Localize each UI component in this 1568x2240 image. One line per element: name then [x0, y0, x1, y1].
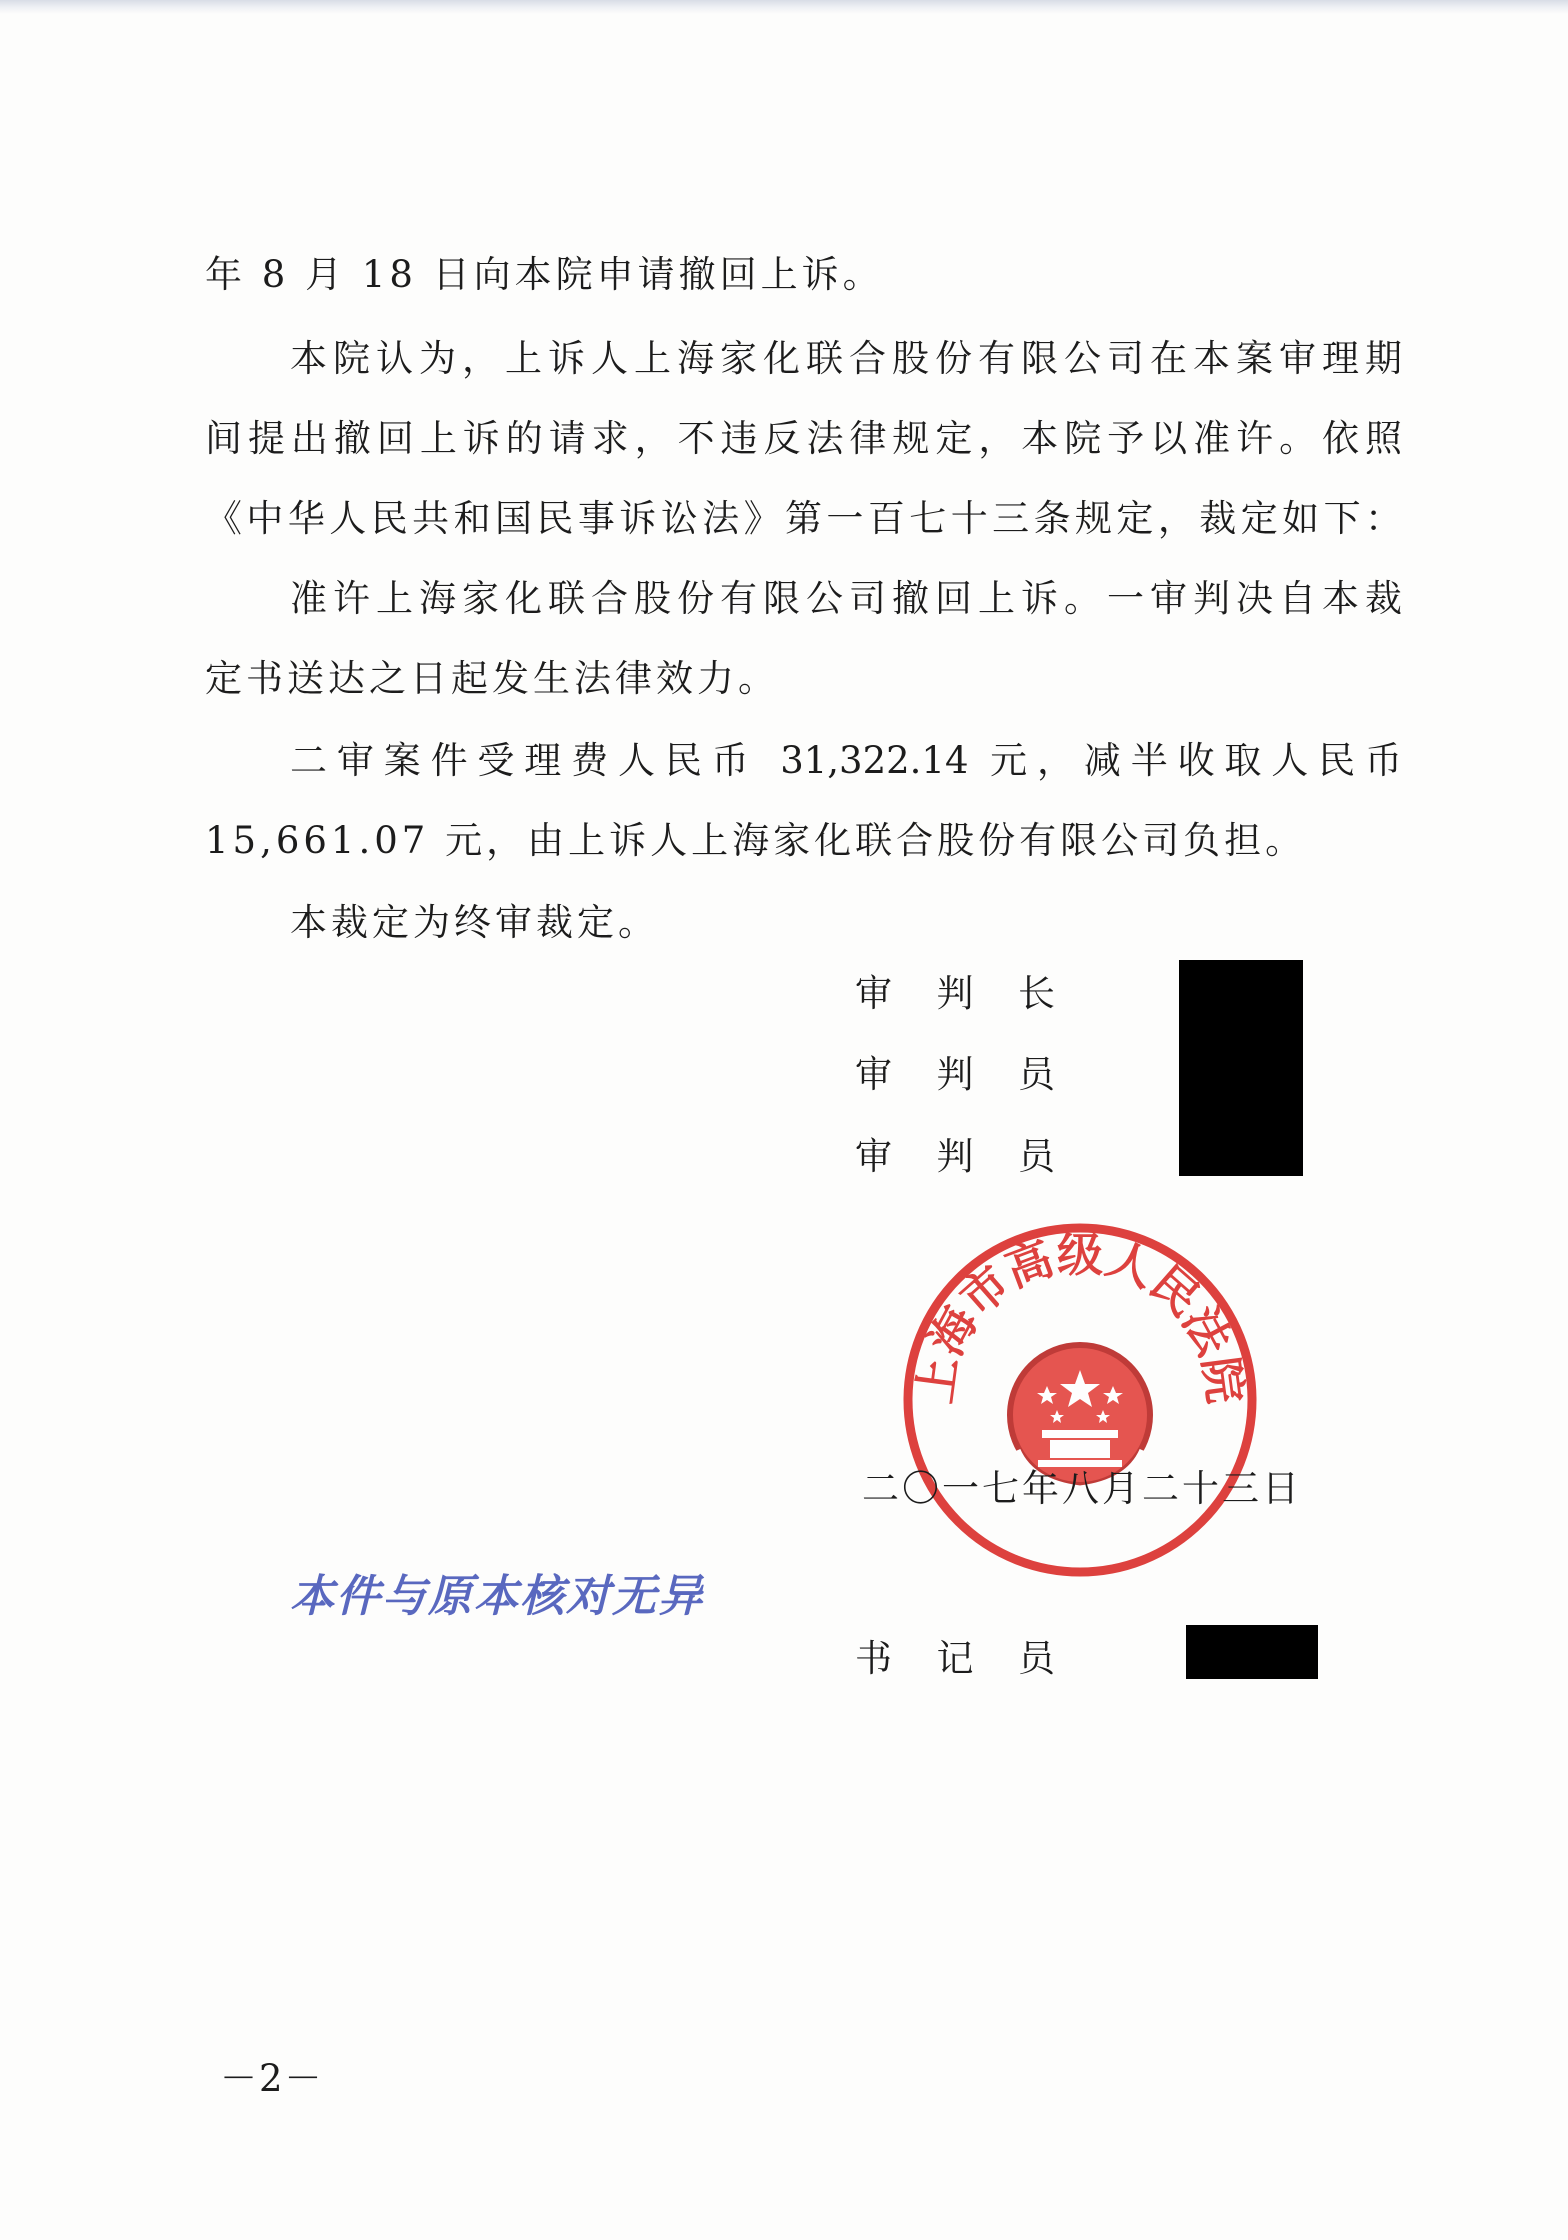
body-line-2: 本院认为，上诉人上海家化联合股份有限公司在本案审理期: [290, 337, 1402, 380]
verification-stamp: 本件与原本核对无异: [290, 1571, 704, 1622]
body-line-9: 本裁定为终审裁定。: [290, 901, 659, 944]
seal-text: 上海市高级人民法院: [907, 1228, 1253, 1407]
court-seal: [900, 1220, 1260, 1580]
body-line-7: 二审案件受理费人民币 31,322.14 元，减半收取人民币: [290, 739, 1402, 782]
judges-redaction: [1179, 960, 1303, 1176]
body-line-1: 年 8 月 18 日向本院申请撤回上诉。: [205, 253, 884, 296]
body-line-5: 准许上海家化联合股份有限公司撤回上诉。一审判决自本裁: [290, 577, 1402, 620]
clerk-redaction: [1186, 1625, 1318, 1679]
page-number: －2－: [220, 2057, 324, 2100]
body-line-4: 《中华人民共和国民事诉讼法》第一百七十三条规定，裁定如下：: [205, 497, 1402, 540]
body-line-3: 间提出撤回上诉的请求，不违反法律规定，本院予以准许。依照: [205, 417, 1402, 460]
presiding-judge-label: 审 判 长: [855, 972, 1055, 1015]
scan-edge: [0, 0, 1568, 14]
body-line-6: 定书送达之日起发生法律效力。: [205, 657, 779, 700]
body-line-8: 15,661.07 元，由上诉人上海家化联合股份有限公司负担。: [205, 819, 1307, 862]
judge-label-2: 审 判 员: [855, 1135, 1055, 1178]
ruling-date: 二〇一七年八月二十三日: [862, 1467, 1302, 1510]
judge-label-1: 审 判 员: [855, 1053, 1055, 1096]
clerk-label: 书 记 员: [855, 1637, 1055, 1680]
